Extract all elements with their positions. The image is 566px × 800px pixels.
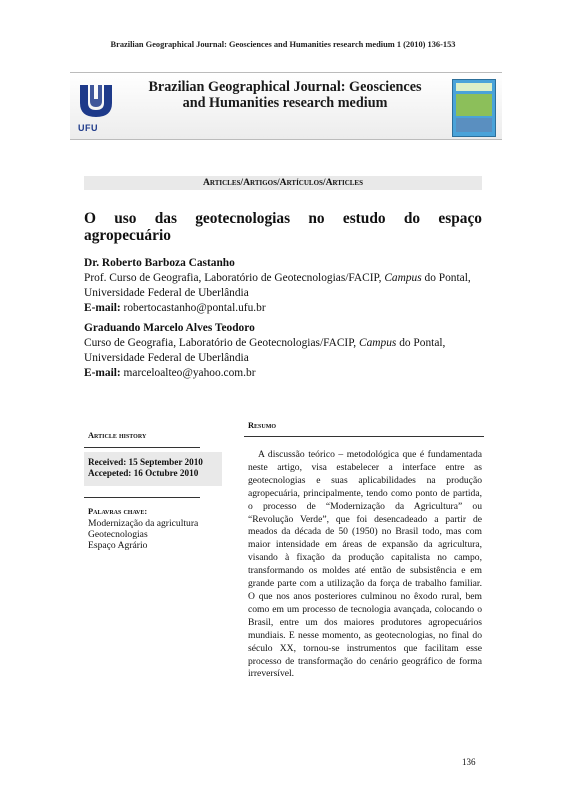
section-heading: Articles/Artigos/Artículos/Articles	[84, 176, 482, 190]
divider	[84, 497, 200, 498]
journal-cover-image	[452, 79, 496, 137]
keyword-item: Modernização da agricultura	[88, 518, 199, 529]
accepted-date: Accepeted: 16 Octubre 2010	[88, 468, 199, 478]
email-link[interactable]: robertocastanho@pontal.ufu.br	[120, 302, 266, 314]
author-name: Graduando Marcelo Alves Teodoro	[84, 322, 255, 334]
divider	[84, 447, 200, 448]
abstract-text: A discussão teórico – metodológica que é fundamentada neste artigo, visa estabelecer a interface entre as geotecnologias e suas aplicabilidades na produção agropecuária, principalmente, tendo como ponto de partida, o processo de “Modernização da Agricultura” ou “Revolução Verde”, que foi desencadeado a partir de meados da década de 50 (1950) no Brasil todo, mas com maior intensidade em áreas de expansão da agricultura, visando à fixação da produção capitalista no campo, transformando os moldes até então de subsistência e em grande parte com a utilização da força de trabalho familiar. O que nos anos posteriores culminou no êxodo rural, bem como em um processo de tecnologia avançada, colocando o Brasil, entre um dos maiores produtores agropecuários mundiais. E nesse momento, as geotecnologias, no final do século XX, tornou-se instrumentos que facilitam esse processo de transformação do cenário geográfico de forma irreversível.	[248, 449, 482, 680]
article-title: O uso das geotecnologias no estudo do espaço agropecuário	[84, 210, 482, 244]
divider	[244, 436, 484, 437]
journal-title: Brazilian Geographical Journal: Geosciences and Humanities research medium	[148, 79, 422, 111]
author-email: E-mail: marceloalteo@yahoo.com.br	[84, 367, 256, 379]
keywords-label: Palavras chave:	[88, 507, 148, 516]
keyword-item: Geotecnologias	[88, 529, 148, 540]
running-head: Brazilian Geographical Journal: Geosciences and Humanities research medium 1 (2010) 136-153	[110, 40, 456, 49]
email-link[interactable]: marceloalteo@yahoo.com.br	[120, 367, 256, 379]
author-email: E-mail: robertocastanho@pontal.ufu.br	[84, 302, 266, 314]
author-affiliation: Prof. Curso de Geografia, Laboratório de Geotecnologias/FACIP, Campus do Pontal, Universidade Federal de Uberlândia	[84, 272, 471, 299]
author-name: Dr. Roberto Barboza Castanho	[84, 257, 235, 269]
author-block	[84, 321, 494, 381]
author-block	[84, 256, 494, 316]
article-history-box	[84, 452, 222, 486]
logo-text: UFU	[78, 123, 98, 133]
author-affiliation: Curso de Geografia, Laboratório de Geotecnologias/FACIP, Campus do Pontal, Universidade Federal de Uberlândia	[84, 337, 446, 364]
received-date: Received: 15 September 2010	[88, 457, 203, 467]
article-history-label: Article history	[88, 431, 147, 440]
abstract-label: Resumo	[248, 421, 277, 430]
page-number: 136	[462, 757, 476, 767]
keywords-list	[88, 518, 198, 551]
keyword-item: Espaço Agrário	[88, 540, 148, 551]
journal-masthead	[70, 72, 502, 140]
